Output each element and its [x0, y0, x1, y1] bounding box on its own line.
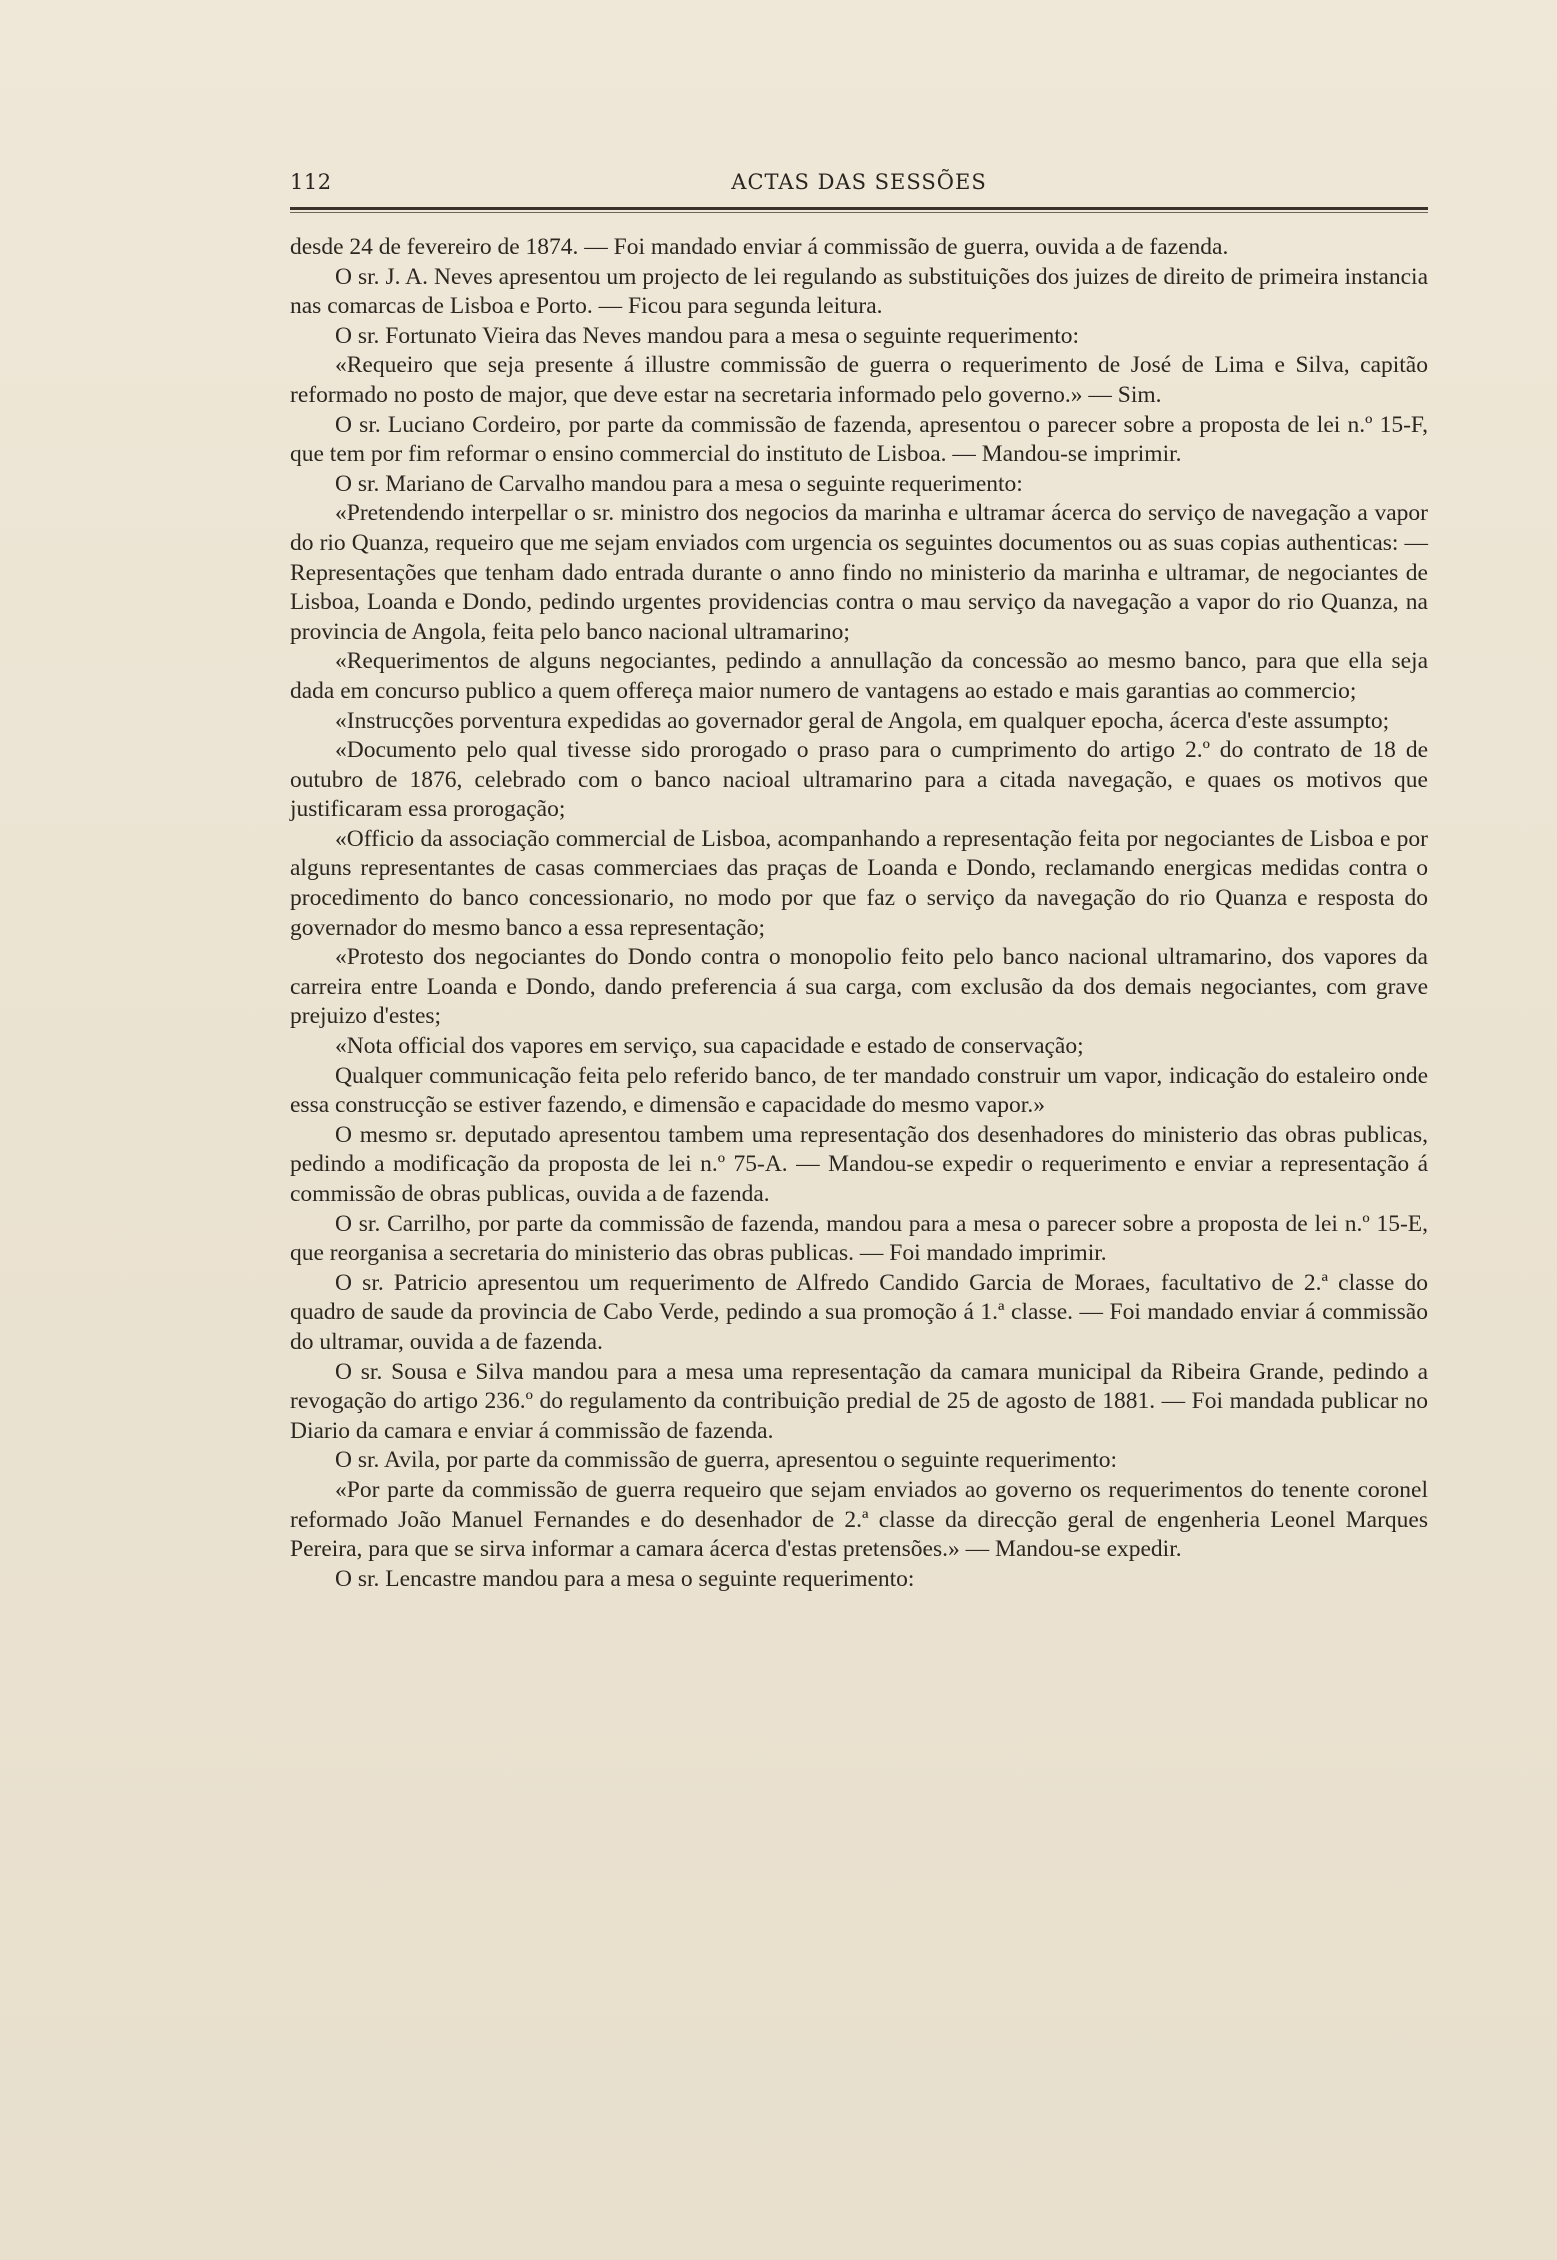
paragraph: O mesmo sr. deputado apresentou tambem uma representação dos desenhadores do ministerio das obras publicas, pedindo a modificação da proposta de lei n.º 75-A. — Mandou-se expedir o requerimento e enviar a representação á commissão de obras publicas, ouvida a de fazenda.: [290, 1121, 1428, 1207]
paragraph: «Protesto dos negociantes do Dondo contra o monopolio feito pelo banco nacional ultramarino, dos vapores da carreira entre Loanda e Dondo, dando preferencia á sua carga, com exclusão da dos demais negociantes, com grave prejuizo d'estes;: [290, 944, 1428, 1030]
paragraph: «Por parte da commissão de guerra requeiro que sejam enviados ao governo os requerimentos do tenente coronel reformado João Manuel Fernandes e do desenhador de 2.ª classe da direcção geral de engenheria Leonel Marques Pereira, para que se sirva informar a camara ácerca d'estas pretensões.» — Mandou-se expedir.: [290, 1476, 1428, 1563]
paragraph: «Nota official dos vapores em serviço, sua capacidade e estado de conservação;: [335, 1033, 1084, 1060]
paragraph: O sr. Avila, por parte da commissão de guerra, apresentou o seguinte requerimento:: [335, 1447, 1118, 1474]
header-rule: [290, 207, 1428, 210]
paragraph: O sr. Patricio apresentou um requerimento de Alfredo Candido Garcia de Moraes, facultativo de 2.ª classe do quadro de saude da provincia de Cabo Verde, pedindo a sua promoção á 1.ª classe. — Foi mandado enviar á commissão do ultramar, ouvida a de fazenda.: [290, 1269, 1428, 1355]
paragraph: «Documento pelo qual tivesse sido prorogado o praso para o cumprimento do artigo 2.º do contrato de 18 de outubro de 1876, celebrado com o banco nacioal ultramarino para a citada navegação, e quaes os motivos que justificaram essa prorogação;: [290, 737, 1428, 823]
paragraph: O sr. Carrilho, por parte da commissão de fazenda, mandou para a mesa o parecer sobre a proposta de lei n.º 15-E, que reorganisa a secretaria do ministerio das obras publicas. — Foi mandado imprimir.: [290, 1210, 1428, 1267]
paragraph: desde 24 de fevereiro de 1874. — Foi mandado enviar á commissão de guerra, ouvida a de fazenda.: [290, 234, 1229, 260]
paragraph: Qualquer communicação feita pelo referido banco, de ter mandado construir um vapor, indicação do estaleiro onde essa construcção se estiver fazendo, e dimensão e capacidade do mesmo vapor.»: [290, 1062, 1428, 1119]
paragraph: O sr. Mariano de Carvalho mandou para a mesa o seguinte requerimento:: [335, 470, 1023, 497]
paragraph: «Pretendendo interpellar o sr. ministro dos negocios da marinha e ultramar ácerca do serviço de navegação a vapor do rio Quanza, requeiro que me sejam enviados com urgencia os seguintes documentos ou as suas copias authenticas: — Representações que tenham dado entrada durante o anno findo no ministerio da marinha e ultramar, de negociantes de Lisboa, Loanda e Dondo, pedindo urgentes providencias contra o mau serviço da navegação a vapor do rio Quanza, na provincia de Angola, feita pelo banco nacional ultramarino;: [290, 500, 1428, 645]
page-header: [290, 168, 1428, 208]
paragraph: O sr. Lencastre mandou para a mesa o seguinte requerimento:: [335, 1565, 915, 1592]
paragraph: O sr. Luciano Cordeiro, por parte da commissão de fazenda, apresentou o parecer sobre a proposta de lei n.º 15-F, que tem por fim reformar o ensino commercial do instituto de Lisboa. — Mandou-se imprimir.: [290, 411, 1428, 468]
paragraph: O sr. Fortunato Vieira das Neves mandou para a mesa o seguinte requerimento:: [335, 322, 1080, 349]
paragraph: «Requerimentos de alguns negociantes, pedindo a annullação da concessão ao mesmo banco, para que ella seja dada em concurso publico a quem offereça maior numero de vantagens ao estado e mais garantias ao commercio;: [290, 648, 1428, 704]
running-title: ACTAS DAS SESSÕES: [731, 170, 987, 194]
body-text: [290, 233, 1428, 1594]
header-rule-thin: [290, 212, 1428, 213]
paragraph: O sr. Sousa e Silva mandou para a mesa uma representação da camara municipal da Ribeira Grande, pedindo a revogação do artigo 236.º do regulamento da contribuição predial de 25 de agosto de 1881. — Foi mandada publicar no Diario da camara e enviar á commissão de fazenda.: [290, 1358, 1428, 1444]
paragraph: «Instrucções porventura expedidas ao governador geral de Angola, em qualquer epocha, ácerca d'este assumpto;: [335, 707, 1390, 734]
page-number: 112: [290, 170, 332, 194]
paragraph: O sr. J. A. Neves apresentou um projecto de lei regulando as substituições dos juizes de direito de primeira instancia nas comarcas de Lisboa e Porto. — Ficou para segunda leitura.: [290, 263, 1428, 320]
paragraph: «Officio da associação commercial de Lisboa, acompanhando a representação feita por negociantes de Lisboa e por alguns representantes de casas commerciaes das praças de Loanda e Dondo, reclamando energicas medidas contra o procedimento do banco concessionario, no modo por que faz o serviço da navegação do rio Quanza e resposta do governador do mesmo banco a essa representação;: [290, 825, 1428, 941]
paragraph: «Requeiro que seja presente á illustre commissão de guerra o requerimento de José de Lima e Silva, capitão reformado no posto de major, que deve estar na secretaria informado pelo governo.» — Sim.: [290, 352, 1428, 408]
